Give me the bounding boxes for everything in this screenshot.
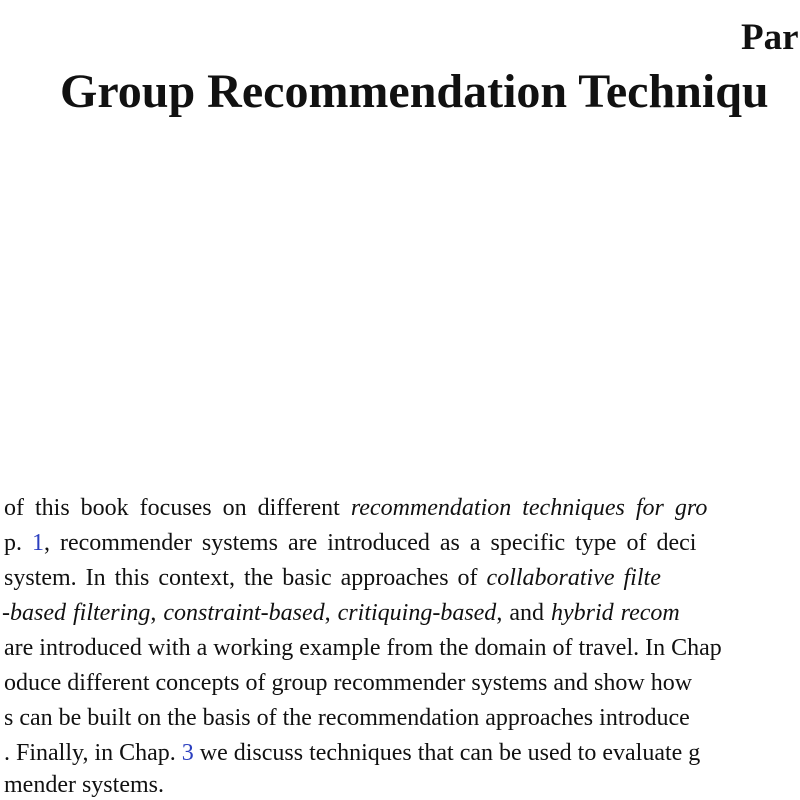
- paragraph-line-9: [4, 769, 164, 800]
- paragraph-line-3: [4, 562, 661, 594]
- line-text: mender systems.: [4, 772, 164, 798]
- part-title: Group Recommendation Techniqu: [60, 65, 769, 118]
- line-emphasis: -based filtering: [2, 600, 151, 626]
- line-text: , and: [496, 600, 551, 626]
- paragraph-line-6: [4, 667, 692, 699]
- line-text: oduce different concepts of group recommender systems and show how: [4, 670, 693, 696]
- line-text: are introduced with a working example from the domain of travel. In Chap: [4, 635, 722, 661]
- paragraph-line-5: [4, 632, 722, 664]
- line-text: of this book focuses on different: [4, 495, 351, 521]
- chapter-3-link[interactable]: 3: [181, 740, 194, 766]
- line-emphasis: critiquing-based: [337, 600, 497, 626]
- line-text: p.: [4, 530, 32, 556]
- chapter-1-link[interactable]: 1: [32, 530, 44, 556]
- line-text: we discuss techniques that can be used to evaluate g: [193, 740, 701, 766]
- line-emphasis: constraint-based: [163, 600, 325, 626]
- line-text: s can be built on the basis of the recommendation approaches introduce: [4, 705, 690, 731]
- paragraph-line-8: [4, 737, 700, 769]
- line-text: . Finally, in Chap.: [4, 740, 182, 766]
- paragraph-line-4: [2, 597, 680, 629]
- line-emphasis: recommendation techniques for gro: [350, 495, 708, 521]
- part-label: Par: [741, 17, 799, 58]
- paragraph-line-7: [4, 702, 690, 734]
- line-emphasis: collaborative filte: [486, 565, 661, 591]
- paragraph-line-1: [4, 492, 707, 524]
- line-text: ,: [150, 600, 164, 626]
- line-emphasis: hybrid recom: [550, 600, 680, 626]
- paragraph-line-2: [4, 527, 696, 559]
- line-text: , recommender systems are introduced as a specific type of deci: [44, 530, 697, 556]
- line-text: ,: [324, 600, 338, 626]
- line-text: system. In this context, the basic approaches of: [4, 565, 487, 591]
